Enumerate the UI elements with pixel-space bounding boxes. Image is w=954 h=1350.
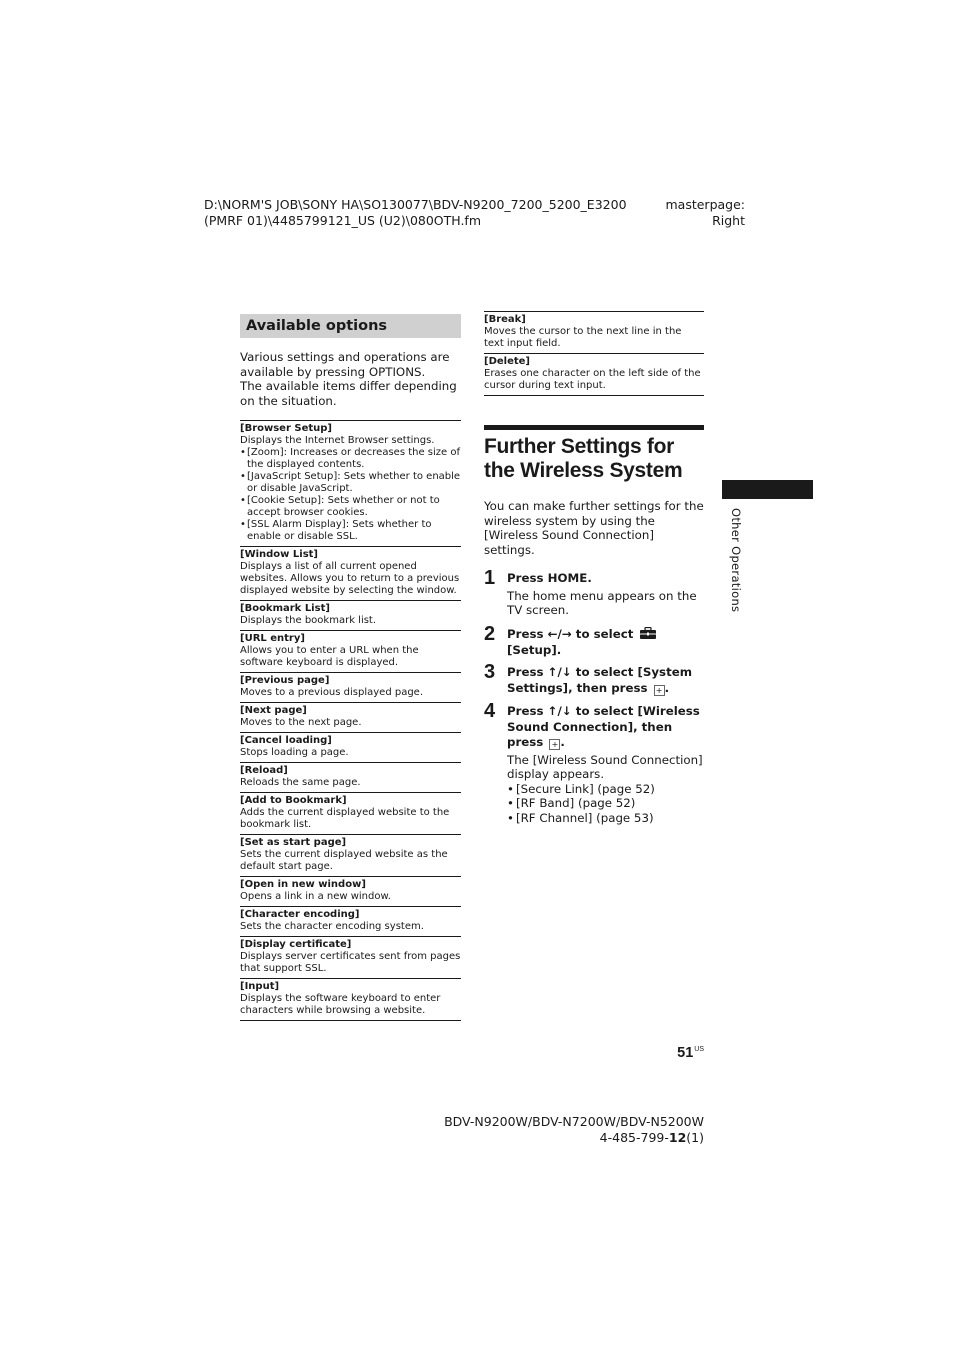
enter-button-icon: + [654, 685, 665, 696]
option-open-in-new-window [240, 877, 461, 907]
option-desc: Adds the current displayed website to the bookmark list. [240, 807, 450, 831]
step-instruction: Press HOME. [507, 571, 592, 586]
option-title: [Display certificate] [240, 939, 352, 951]
step-instruction [507, 627, 704, 658]
option-set-as-start-page [240, 835, 461, 877]
options-table-continued [484, 311, 704, 396]
footer [444, 1114, 704, 1146]
option-desc: Moves to a previous displayed page. [240, 687, 424, 699]
step-text-a: Press [507, 665, 548, 680]
enter-button-icon: + [549, 739, 560, 750]
footer-models: BDV-N9200W/BDV-N7200W/BDV-N5200W [444, 1114, 704, 1129]
page-number-value: 51 [677, 1045, 694, 1061]
option-desc: Reloads the same page. [240, 777, 361, 789]
option-title: [Reload] [240, 765, 288, 777]
option-input [240, 979, 461, 1021]
option-title: [URL entry] [240, 633, 305, 645]
option-add-to-bookmark [240, 793, 461, 835]
option-previous-page [240, 673, 461, 703]
left-right-arrow-icon: ←/→ [547, 627, 572, 642]
option-desc: Displays the software keyboard to enter characters while browsing a website. [240, 993, 441, 1017]
step-text-a: Press [507, 704, 548, 719]
option-desc: Moves to the next page. [240, 717, 362, 729]
footer-code-bold: 12 [668, 1130, 687, 1145]
masterpage-value: Right [712, 213, 745, 228]
bullet-secure-link: • [Secure Link] (page 52) [507, 782, 704, 797]
footer-code-suffix: (1) [686, 1130, 704, 1145]
step-text-b: to select [571, 627, 638, 642]
step-instruction [507, 704, 704, 751]
step-text-a: Press [507, 627, 548, 642]
left-column [240, 314, 461, 1021]
option-title: [Break] [484, 314, 526, 325]
option-desc: Sets the current displayed website as the default start page. [240, 849, 448, 873]
option-desc: Allows you to enter a URL when the software keyboard is displayed. [240, 645, 419, 669]
option-desc: Displays server certificates sent from pages that support SSL. [240, 951, 461, 975]
file-path-header [204, 197, 627, 229]
step-result: The [Wireless Sound Connection] display appears. [507, 752, 703, 782]
masterpage-label: masterpage: [665, 197, 745, 212]
option-title: [Open in new window] [240, 879, 366, 891]
option-title: [Character encoding] [240, 909, 360, 921]
option-display-certificate [240, 937, 461, 979]
option-next-page [240, 703, 461, 733]
option-title: [Previous page] [240, 675, 330, 687]
option-desc: Displays the bookmark list. [240, 615, 377, 627]
bullet-ssl: • [SSL Alarm Display]: Sets whether to enable or disable SSL. [240, 519, 461, 543]
step-1 [484, 567, 704, 618]
option-bookmark-list [240, 601, 461, 631]
file-path-line-2: (PMRF 01)\4485799121_US (U2)\080OTH.fm [204, 213, 482, 228]
step-number: 2 [484, 623, 496, 646]
bullet-rf-band: • [RF Band] (page 52) [507, 796, 704, 811]
browser-setup-bullets [240, 447, 461, 543]
step-text-b: to select [Wireless Sound Connection], then press [507, 704, 700, 750]
file-path-line-1: D:\NORM'S JOB\SONY HA\SO130077\BDV-N9200_7200_5200_E3200 [204, 197, 627, 212]
option-desc: Displays the Internet Browser settings. [240, 435, 435, 447]
masterpage-header [665, 197, 745, 229]
toolbox-icon [639, 627, 657, 639]
option-desc: Moves the cursor to the next line in the text input field. [484, 326, 682, 349]
option-desc: Erases one character on the left side of the cursor during text input. [484, 368, 701, 391]
option-character-encoding [240, 907, 461, 937]
options-table [240, 420, 461, 1021]
footer-code-prefix: 4-485-799- [599, 1130, 669, 1145]
intro-line-1: Various settings and operations are available by pressing OPTIONS. [240, 350, 450, 379]
step-text-c: . [560, 735, 565, 750]
step-text-c: [Setup]. [507, 642, 562, 657]
option-url-entry [240, 631, 461, 673]
further-settings-lead: You can make further settings for the wireless system by using the [Wireless Sound Connection] settings. [484, 499, 704, 557]
step-3 [484, 661, 704, 696]
option-cancel-loading [240, 733, 461, 763]
page-number [677, 1042, 704, 1061]
up-down-arrow-icon: ↑/↓ [547, 704, 572, 719]
side-tab-marker [722, 480, 813, 499]
option-title: [Browser Setup] [240, 423, 332, 435]
step-number: 4 [484, 700, 496, 723]
right-column [484, 311, 704, 826]
option-title: [Add to Bookmark] [240, 795, 347, 807]
intro-line-2: The available items differ depending on the situation. [240, 379, 457, 408]
bullet-javascript: • [JavaScript Setup]: Sets whether to enable or disable JavaScript. [240, 471, 461, 495]
further-settings-heading: Further Settings for the Wireless System [484, 435, 683, 482]
step-text-c: . [664, 680, 670, 695]
step-4 [484, 700, 704, 825]
side-tab-label: Other Operations [729, 508, 743, 613]
step-number: 3 [484, 661, 496, 684]
step-text-b: to select [System Settings], then press [507, 665, 692, 695]
option-title: [Input] [240, 981, 280, 993]
option-title: [Next page] [240, 705, 307, 717]
option-window-list [240, 547, 461, 601]
available-options-heading: Available options [240, 314, 461, 338]
step-result: The home menu appears on the TV screen. [507, 588, 697, 618]
option-desc: Displays a list of all current opened websites. Allows you to return to a previous displayed website by selecting the window. [240, 561, 460, 597]
option-delete [484, 354, 704, 396]
option-desc: Opens a link in a new window. [240, 891, 391, 903]
page-number-suffix: US [694, 1046, 704, 1053]
available-options-intro [240, 350, 461, 408]
heading-rule [484, 425, 704, 430]
option-title: [Window List] [240, 549, 318, 561]
bullet-rf-channel: • [RF Channel] (page 53) [507, 811, 704, 826]
option-title: [Delete] [484, 356, 530, 367]
bullet-zoom: • [Zoom]: Increases or decreases the size of the displayed contents. [240, 447, 461, 471]
step-number: 1 [484, 567, 496, 590]
option-reload [240, 763, 461, 793]
step-instruction [507, 665, 704, 696]
option-desc: Stops loading a page. [240, 747, 349, 759]
step-2 [484, 623, 704, 658]
bullet-cookie: • [Cookie Setup]: Sets whether or not to accept browser cookies. [240, 495, 461, 519]
footer-code [444, 1130, 704, 1146]
option-break [484, 312, 704, 354]
option-title: [Cancel loading] [240, 735, 332, 747]
option-title: [Bookmark List] [240, 603, 330, 615]
step-4-bullets [507, 782, 704, 826]
up-down-arrow-icon: ↑/↓ [547, 665, 572, 680]
option-desc: Sets the character encoding system. [240, 921, 424, 933]
option-title: [Set as start page] [240, 837, 347, 849]
option-browser-setup [240, 421, 461, 547]
